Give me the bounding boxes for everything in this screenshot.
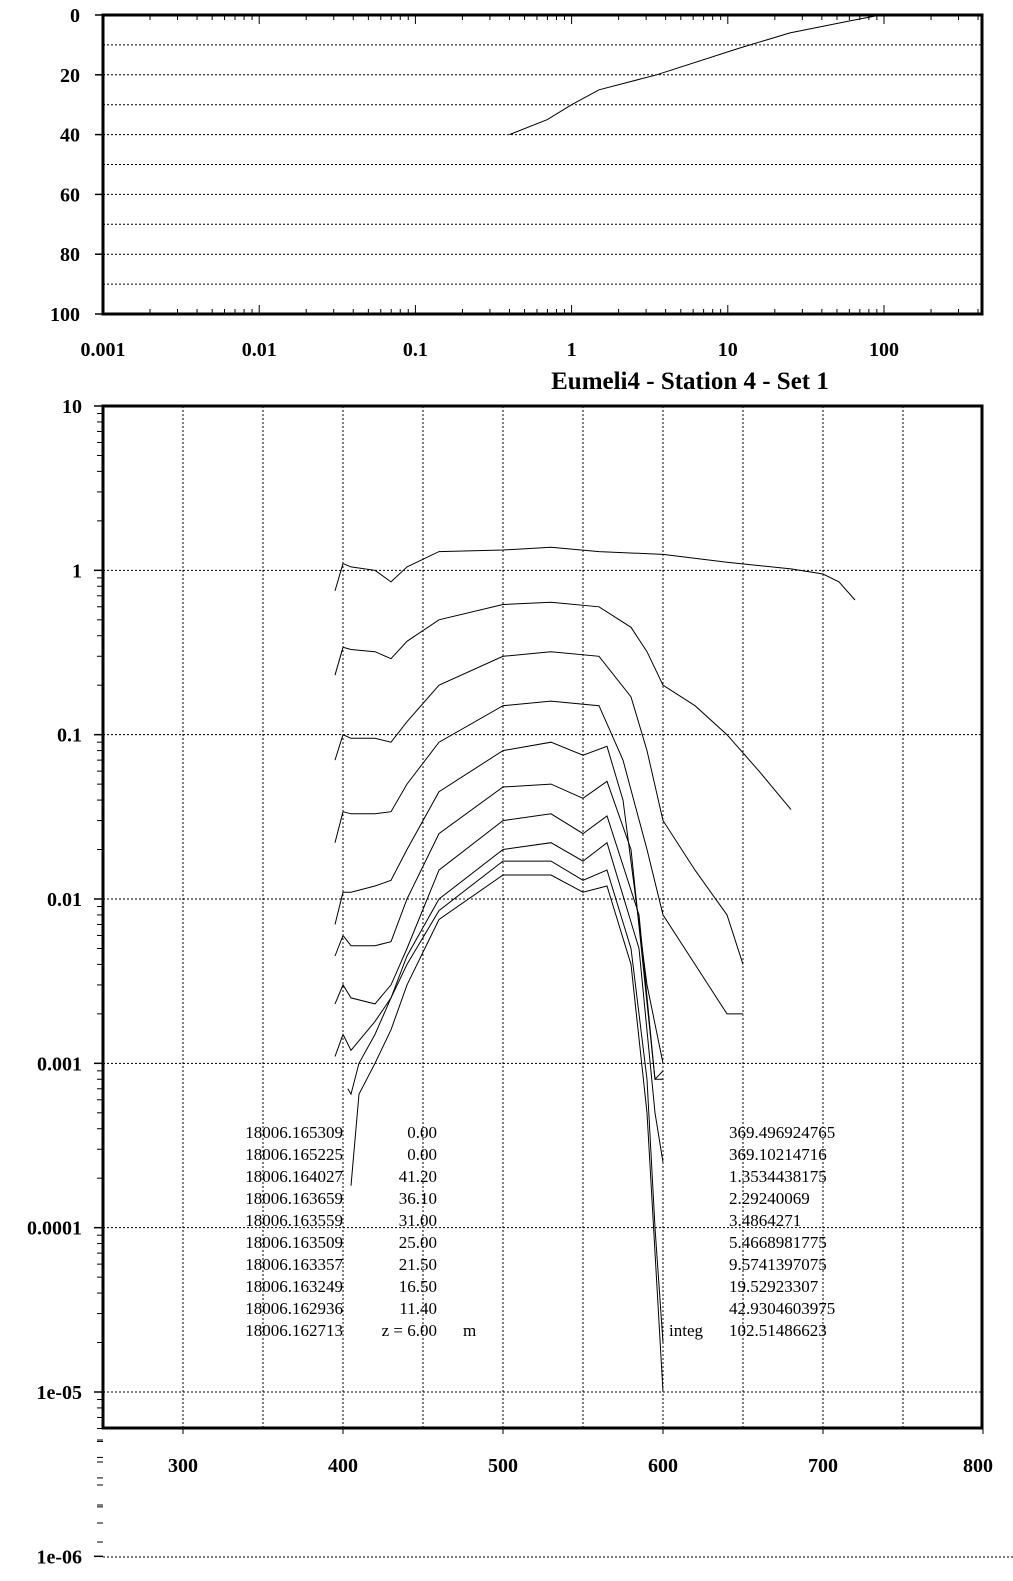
annotation-id: 18006.162713 (245, 1321, 343, 1340)
y-tick-label: 1e-05 (36, 1382, 82, 1404)
annotation-id: 18006.162936 (245, 1299, 343, 1318)
x-tick-label: 600 (648, 1455, 678, 1477)
annotation-value: 369.10214716 (729, 1145, 827, 1164)
y-tick-label: 0 (70, 5, 80, 27)
annotation-id: 18006.163509 (245, 1233, 343, 1252)
series-line-6 (335, 781, 663, 1079)
plot-frame (103, 406, 982, 1428)
annotation-id: 18006.165309 (245, 1123, 343, 1142)
chart-title: Eumeli4 - Station 4 - Set 1 (551, 368, 829, 395)
y-tick-label: 0.01 (47, 889, 82, 911)
annotation-depth: 25.00 (398, 1233, 437, 1252)
annotation-value: 19.52923307 (729, 1277, 819, 1296)
annotation-value: 5.4668981775 (729, 1233, 827, 1252)
annotation-value: 1.3534438175 (729, 1167, 827, 1186)
annotation-depth: 16.50 (398, 1277, 437, 1296)
annotation-id: 18006.163249 (245, 1277, 343, 1296)
annotation-value: 2.29240069 (729, 1189, 810, 1208)
plot-frame (103, 15, 982, 314)
series-line-9 (348, 861, 663, 1342)
x-tick-label: 800 (963, 1455, 993, 1477)
annotation-value: 102.51486623 (729, 1321, 827, 1340)
series-line-3 (335, 652, 743, 965)
depth-profile-chart (50, 5, 982, 361)
annotation-depth: 41.20 (398, 1167, 437, 1186)
x-tick-label: 700 (808, 1455, 838, 1477)
y-tick-label: 0.1 (57, 724, 82, 747)
series-line-7 (335, 814, 663, 1080)
spectra-chart (27, 396, 1013, 1568)
y-tick-label: 1e-06 (36, 1546, 82, 1569)
x-tick-label: 100 (869, 339, 899, 361)
annotation-id: 18006.163659 (245, 1189, 343, 1208)
annotation-prefix: integ (669, 1321, 703, 1340)
annotation-id: 18006.163559 (245, 1211, 343, 1230)
annotation-id: 18006.164027 (245, 1167, 343, 1186)
annotation-depth: 0.00 (407, 1145, 437, 1164)
annotation-unit: m (463, 1321, 477, 1340)
annotation-depth: 0.00 (407, 1123, 437, 1142)
x-tick-label: 400 (328, 1455, 358, 1477)
annotation-value: 42.9304603975 (729, 1299, 836, 1318)
y-tick-label: 0.0001 (27, 1217, 82, 1240)
y-tick-label: 1 (72, 560, 82, 583)
series-line-4 (335, 701, 743, 1014)
x-tick-label: 0.001 (80, 339, 126, 361)
annotation-depth: 21.50 (398, 1255, 437, 1274)
series-line-2 (335, 602, 791, 809)
series-line-10 (351, 875, 663, 1392)
y-tick-label: 40 (60, 124, 80, 147)
y-tick-label: 0.001 (37, 1053, 82, 1076)
annotation-value: 369.496924765 (729, 1123, 836, 1142)
annotation-depth: z = 6.00 (381, 1321, 437, 1340)
annotation-id: 18006.165225 (245, 1145, 343, 1164)
y-tick-label: 80 (60, 244, 80, 267)
x-tick-label: 500 (488, 1455, 518, 1477)
y-tick-label: 20 (60, 64, 80, 87)
series-line-1 (335, 547, 855, 600)
x-tick-label: 300 (168, 1455, 198, 1477)
annotation-depth: 11.40 (399, 1299, 437, 1318)
x-tick-label: 1 (566, 339, 577, 361)
y-tick-label: 60 (60, 184, 80, 207)
annotation-id: 18006.163357 (245, 1255, 343, 1274)
x-tick-label: 0.1 (402, 339, 428, 361)
annotation-value: 9.5741397075 (729, 1255, 827, 1274)
annotation-value: 3.4864271 (729, 1211, 802, 1230)
y-tick-label: 100 (50, 304, 80, 326)
x-tick-label: 10 (717, 339, 738, 361)
annotation-depth: 36.10 (398, 1189, 437, 1208)
y-tick-label: 10 (62, 396, 82, 418)
annotation-depth: 31.00 (398, 1211, 437, 1230)
x-tick-label: 0.01 (241, 339, 277, 361)
